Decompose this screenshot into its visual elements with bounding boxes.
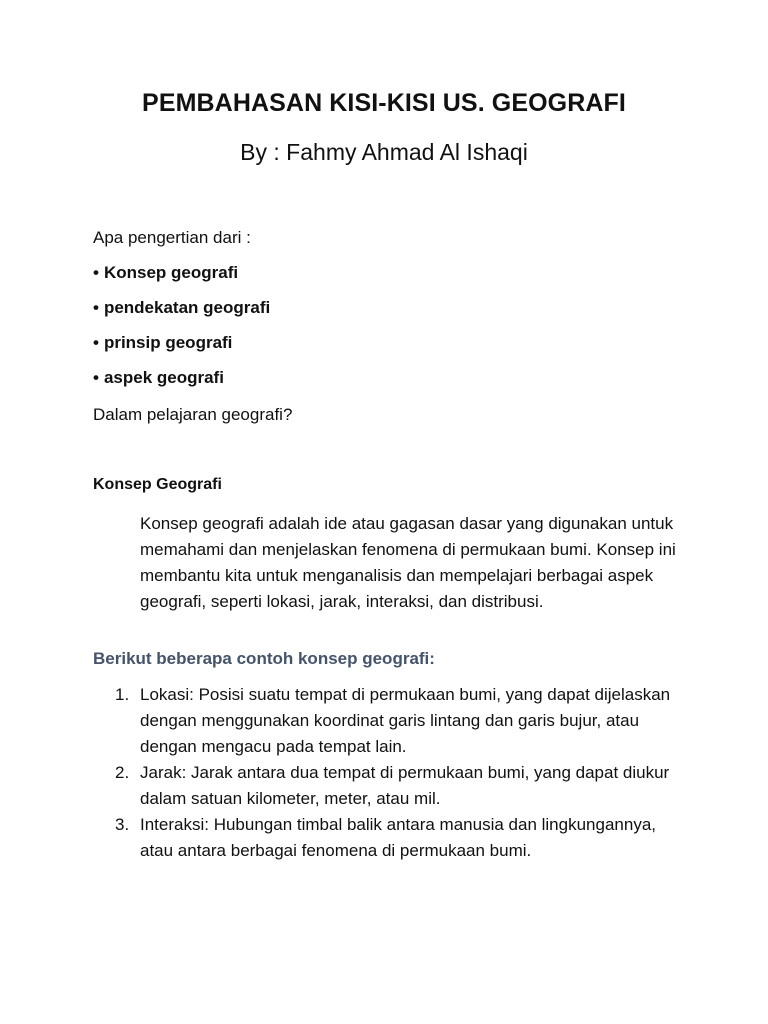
bullet-item <box>93 263 270 298</box>
examples-list <box>115 682 680 864</box>
document-title: PEMBAHASAN KISI-KISI US. GEOGRAFI <box>142 89 626 117</box>
bullet-item-label: pendekatan geografi <box>103 298 271 317</box>
bullet-item-label: prinsip geografi <box>103 333 233 352</box>
example-text: Jarak: Jarak antara dua tempat di permukaan bumi, yang dapat diukur dalam satuan kilometer, meter, atau mil. <box>140 763 670 808</box>
bullet-icon: • <box>93 298 99 317</box>
question-bullet-list <box>93 263 270 403</box>
bullet-item-label: aspek geografi <box>103 368 224 387</box>
example-item <box>115 812 680 864</box>
bullet-item-label: Konsep geografi <box>103 263 239 282</box>
example-number: 1. <box>115 685 130 704</box>
example-text: Interaksi: Hubungan timbal balik antara manusia dan lingkungannya, atau antara berbagai fenomena di permukaan bumi. <box>140 815 656 860</box>
bullet-icon: • <box>93 333 99 352</box>
bullet-item <box>93 368 270 403</box>
bullet-icon: • <box>93 368 99 387</box>
author-byline: By : Fahmy Ahmad Al Ishaqi <box>240 139 528 165</box>
bullet-item <box>93 298 270 333</box>
example-item <box>115 682 680 760</box>
bullet-item <box>93 333 270 368</box>
example-number: 2. <box>115 763 130 782</box>
question-outro: Dalam pelajaran geografi? <box>93 405 293 424</box>
example-text: Lokasi: Posisi suatu tempat di permukaan bumi, yang dapat dijelaskan dengan menggunakan koordinat garis lintang dan garis bujur, atau dengan mengacu pada tempat lain. <box>140 685 671 756</box>
question-intro: Apa pengertian dari : <box>93 228 251 247</box>
examples-heading: Berikut beberapa contoh konsep geografi: <box>93 649 435 668</box>
example-item <box>115 760 680 812</box>
section-paragraph: Konsep geografi adalah ide atau gagasan dasar yang digunakan untuk memahami dan menjelaskan fenomena di permukaan bumi. Konsep ini membantu kita untuk menganalisis dan mempelajari berbagai aspek geografi, seperti lokasi, jarak, interaksi, dan distribusi. <box>140 514 676 611</box>
bullet-icon: • <box>93 263 99 282</box>
example-number: 3. <box>115 815 130 834</box>
section-heading: Konsep Geografi <box>93 476 222 493</box>
